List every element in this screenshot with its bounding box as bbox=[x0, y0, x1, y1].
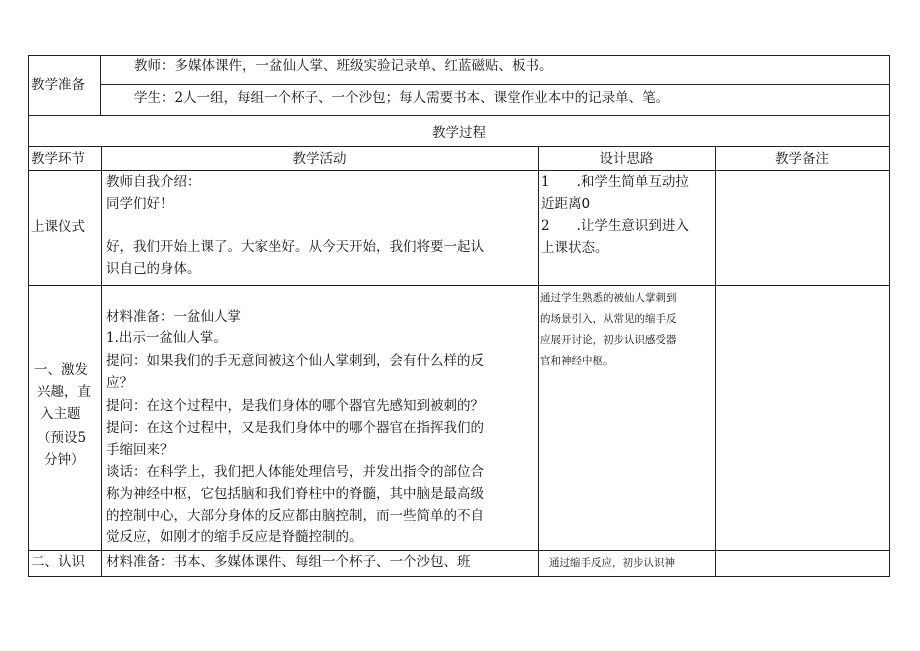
header-stage: 教学环节 bbox=[31, 151, 85, 167]
row1-design-line: 2 .让学生意识到进入 bbox=[541, 218, 689, 234]
table-divider-prep bbox=[100, 84, 890, 85]
row3-activity-line: 材料准备：书本、多媒体课件、每组一个杯子、一个沙包、班 bbox=[106, 554, 471, 570]
table-col-notes bbox=[715, 146, 716, 576]
table-col-design bbox=[538, 146, 539, 576]
row2-stage-line: 兴趣，直 bbox=[37, 384, 91, 400]
header-notes: 教学备注 bbox=[775, 151, 829, 167]
header-activity: 教学活动 bbox=[292, 151, 347, 167]
row1-design-line: 上课状态。 bbox=[541, 240, 609, 256]
table-divider-row3 bbox=[28, 576, 890, 577]
table-divider-prep-bottom bbox=[28, 115, 890, 116]
row2-design-line: 的场景引入，从常见的缩手反 bbox=[540, 313, 677, 325]
row1-activity-line: 识自己的身体。 bbox=[106, 261, 201, 277]
table-divider-process-title bbox=[28, 146, 890, 147]
prep-student: 学生：2人一组，每组一个杯子、一个沙包；每人需要书本、课堂作业本中的记录单、笔。 bbox=[134, 90, 670, 106]
row1-design-line: 近距离0 bbox=[541, 196, 591, 212]
row2-activity-line: 提问：在这个过程中，是我们身体的哪个器官先感知到被刺的？ bbox=[106, 398, 484, 414]
row1-activity-line: 教师自我介绍： bbox=[106, 174, 201, 190]
row3-stage: 二、认识 bbox=[31, 554, 85, 570]
table-divider-row1 bbox=[28, 285, 890, 286]
row2-activity-line: 提问：如果我们的手无意间被这个仙人掌刺到，会有什么样的反 bbox=[106, 353, 484, 369]
row2-stage-line: （预设5 bbox=[37, 430, 87, 446]
prep-label: 教学准备 bbox=[31, 77, 85, 93]
row2-activity-line: 手缩回来？ bbox=[106, 442, 174, 458]
table-col-activity bbox=[101, 146, 102, 576]
row2-activity-line: 的控制中心，大部分身体的反应都由脑控制，而一些简单的不自 bbox=[106, 508, 484, 524]
row1-design-line: 1 .和学生简单互动拉 bbox=[541, 174, 689, 190]
row1-stage: 上课仪式 bbox=[31, 219, 85, 235]
row2-design-line: 应展开讨论，初步认识感受器 bbox=[540, 334, 677, 346]
row2-stage-line: 分钟） bbox=[44, 452, 85, 468]
row2-activity-line: 谈话：在科学上，我们把人体能处理信号，并发出指令的部位合 bbox=[106, 464, 484, 480]
table-col-prep bbox=[100, 55, 101, 115]
row2-activity-line: 应？ bbox=[106, 375, 133, 391]
row1-activity-line: 同学们好！ bbox=[106, 196, 174, 212]
table-divider-row2 bbox=[28, 550, 890, 551]
process-title: 教学过程 bbox=[432, 125, 486, 141]
table-divider-headers bbox=[28, 170, 890, 171]
row2-stage-line: 一、激发 bbox=[34, 362, 88, 378]
row1-activity-line: 好，我们开始上课了。大家坐好。从今天开始，我们将要一起认 bbox=[106, 239, 484, 255]
header-design: 设计思路 bbox=[599, 151, 654, 167]
row2-stage-line: 入主题 bbox=[40, 406, 81, 422]
prep-teacher: 教师：多媒体课件，一盆仙人掌、班级实验记录单、红蓝磁贴、板书。 bbox=[134, 58, 553, 74]
row2-activity-line: 提问：在这个过程中，又是我们身体中的哪个器官在指挥我们的 bbox=[106, 420, 484, 436]
row2-activity-line: 1.出示一盆仙人掌。 bbox=[106, 330, 227, 346]
row2-activity-line: 称为神经中枢，它包括脑和我们脊柱中的脊髓，其中脑是最高级 bbox=[106, 486, 484, 502]
row2-design-line: 官和神经中枢。 bbox=[540, 355, 614, 367]
row2-activity-line: 材料准备：一盆仙人掌 bbox=[106, 309, 241, 325]
row2-activity-line: 觉反应，如刚才的缩手反应是脊髓控制的。 bbox=[106, 529, 363, 545]
row3-design-line: 通过缩手反应，初步认识神 bbox=[549, 557, 675, 569]
row2-design-line: 通过学生熟悉的被仙人掌刺到 bbox=[540, 292, 677, 304]
